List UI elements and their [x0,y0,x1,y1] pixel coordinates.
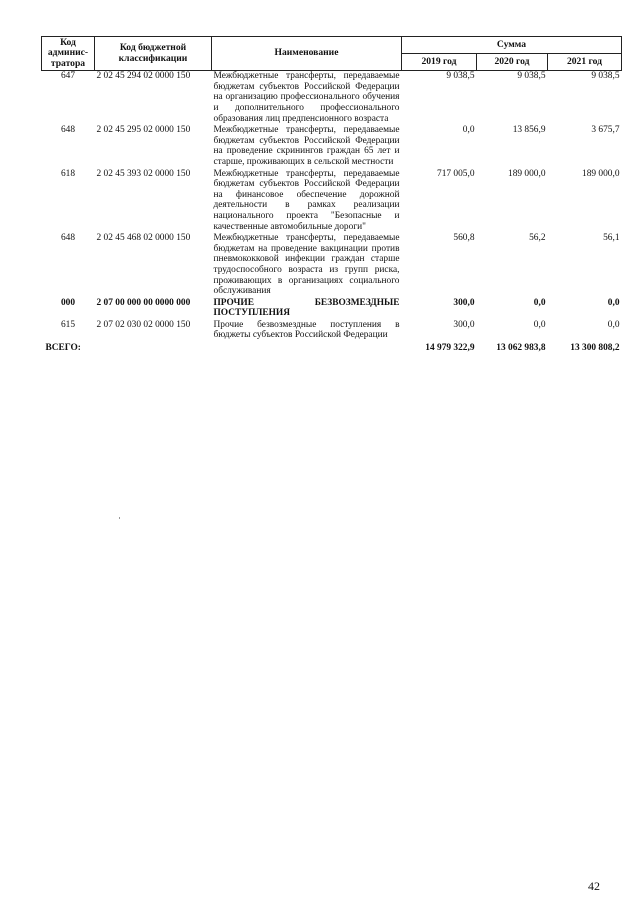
table-row [42,233,622,298]
document-page [41,36,621,354]
cell-admin-code: 618 [60,168,76,179]
cell-admin-code: 615 [60,319,76,330]
cell-2019: 300,0 [453,297,475,308]
total-2020: 13 062 983,8 [496,343,546,354]
cell-2019: 0,0 [462,125,475,136]
table-row [42,71,622,125]
cell-2020: 9 038,5 [517,71,546,82]
total-2021: 13 300 808,2 [570,343,620,354]
scan-artifact [119,517,120,519]
cell-2020: 0,0 [533,297,546,308]
cell-name: Межбюджетные трансферты, передаваемые бюджетам субъектов Российской Федерации на проведение скринингов граждан 65 лет и старше, проживающих в сельской местности [213,125,400,167]
cell-2021: 3 675,7 [591,125,620,136]
total-2019: 14 979 322,9 [425,343,475,354]
header-code-admin: Код админис-тратора [42,37,95,71]
budget-table [41,36,622,354]
cell-2021: 189 000,0 [582,168,620,179]
cell-2021: 56,1 [603,233,620,244]
cell-name: Межбюджетные трансферты, передаваемые бюджетам субъектов Российской Федерации на финансовое обеспечение дорожной деятельности в рамках реализации национального проекта "Безопасные и качественные автомобильные дороги" [213,168,400,232]
header-sum: Сумма [402,37,622,54]
cell-admin-code: 647 [60,71,76,82]
cell-admin-code: 000 [60,297,76,308]
table-body [42,71,622,342]
table-row [42,169,622,234]
cell-kbk: 2 02 45 294 02 0000 150 [96,71,191,82]
page-number: 42 [588,879,600,893]
cell-2021: 9 038,5 [591,71,620,82]
header-name: Наименование [212,37,402,71]
cell-kbk: 2 07 02 030 02 0000 150 [96,319,191,330]
cell-2019: 560,8 [453,233,475,244]
cell-admin-code: 648 [60,233,76,244]
cell-2020: 0,0 [533,319,546,330]
cell-admin-code: 648 [60,125,76,136]
header-year-2020: 2020 год [477,54,548,71]
cell-2020: 56,2 [529,233,546,244]
table-header-row [42,37,622,54]
table-row [42,125,622,168]
cell-2019: 9 038,5 [446,71,475,82]
cell-name: ПРОЧИЕ БЕЗВОЗМЕЗДНЫЕ ПОСТУПЛЕНИЯ [213,297,400,319]
cell-2020: 189 000,0 [508,168,546,179]
cell-kbk: 2 02 45 295 02 0000 150 [96,125,191,136]
cell-kbk: 2 07 00 000 00 0000 000 [96,297,191,308]
header-kbk: Код бюджетной классификации [95,37,212,71]
cell-2020: 13 856,9 [512,125,546,136]
header-year-2021: 2021 год [548,54,622,71]
total-row [42,342,622,354]
cell-kbk: 2 02 45 468 02 0000 150 [96,233,191,244]
header-year-2019: 2019 год [402,54,477,71]
table-row [42,320,622,342]
cell-name: Межбюджетные трансферты, передаваемые бюджетам на проведение вакцинации против пневмококковой инфекции граждан старше трудоспособного возраста из групп риска, проживающих в организациях социального обслуживания [213,233,400,297]
table-row [42,298,622,320]
cell-2019: 717 005,0 [437,168,475,179]
total-label: ВСЕГО: [45,343,81,354]
cell-2021: 0,0 [607,319,620,330]
cell-kbk: 2 02 45 393 02 0000 150 [96,168,191,179]
cell-2019: 300,0 [453,319,475,330]
cell-2021: 0,0 [607,297,620,308]
cell-name: Межбюджетные трансферты, передаваемые бюджетам субъектов Российской Федерации на организацию профессионального обучения и дополнительного профессионального образования лиц предпенсионного возраста [213,71,400,124]
cell-name: Прочие безвозмездные поступления в бюджеты субъектов Российской Федерации [213,319,400,341]
